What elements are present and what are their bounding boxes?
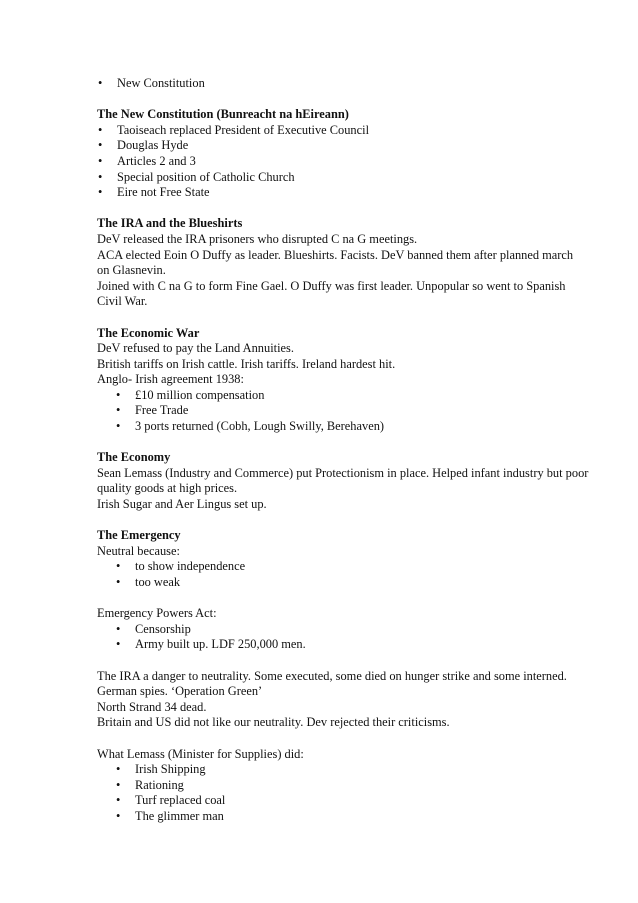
agreement-bullet-list <box>97 388 617 435</box>
bullet-icon: • <box>116 637 121 652</box>
list-item: • Douglas Hyde <box>98 138 189 153</box>
bullet-icon: • <box>98 169 103 184</box>
list-item: • New Constitution <box>98 76 205 90</box>
economic-war-section <box>97 326 617 435</box>
bullet-icon: • <box>116 419 121 434</box>
body-line: ACA elected Eoin O Duffy as leader. Blueshirts. Facists. DeV banned them after planned march <box>97 247 574 262</box>
bullet-icon: • <box>98 138 103 153</box>
body-line: DeV released the IRA prisoners who disrupted C na G meetings. <box>97 231 418 246</box>
list-item: • too weak <box>116 575 181 589</box>
body-line: quality goods at high prices. <box>97 481 238 496</box>
body-line: The IRA a danger to neutrality. Some executed, some died on hunger strike and some interned. <box>97 668 567 683</box>
list-item: • Turf replaced coal <box>116 793 226 808</box>
bullet-icon: • <box>116 387 121 402</box>
constitution-bullet-list <box>97 123 617 201</box>
bullet-icon: • <box>116 559 121 574</box>
list-item: • £10 million compensation <box>116 387 265 402</box>
emergency-section <box>97 528 617 824</box>
list-item: • Articles 2 and 3 <box>98 153 196 168</box>
list-item: • Army built up. LDF 250,000 men. <box>116 637 306 652</box>
bullet-icon: • <box>116 808 121 823</box>
spacer <box>97 591 617 607</box>
bullet-icon: • <box>98 153 103 168</box>
body-line: on Glasnevin. <box>97 263 166 278</box>
bullet-icon: • <box>98 76 103 90</box>
body-line: Britain and US did not like our neutrality. Dev rejected their criticisms. <box>97 715 450 730</box>
section-heading: The New Constitution (Bunreacht na hEireann) <box>97 107 349 122</box>
list-item: • Rationing <box>116 777 184 792</box>
body-line: Emergency Powers Act: <box>97 606 217 621</box>
body-line: DeV refused to pay the Land Annuities. <box>97 341 294 356</box>
body-line: Joined with C na G to form Fine Gael. O Duffy was first leader. Unpopular so went to Spanish <box>97 278 566 293</box>
bullet-icon: • <box>116 777 121 792</box>
bullet-icon: • <box>98 185 103 200</box>
neutral-bullet-list <box>97 559 617 590</box>
body-line: Civil War. <box>97 294 148 309</box>
lemass-bullet-list <box>97 762 617 824</box>
bullet-icon: • <box>116 403 121 418</box>
body-line: North Strand 34 dead. <box>97 699 207 714</box>
section-heading: The Economic War <box>97 325 200 340</box>
list-item: • Irish Shipping <box>116 762 206 777</box>
body-line: British tariffs on Irish cattle. Irish tariffs. Ireland hardest hit. <box>97 356 396 371</box>
body-line: Neutral because: <box>97 543 180 558</box>
list-item: • The glimmer man <box>116 808 224 823</box>
bullet-icon: • <box>98 122 103 137</box>
body-line: Sean Lemass (Industry and Commerce) put Protectionism in place. Helped infant industry but poor <box>97 465 589 480</box>
list-item: • Censorship <box>116 621 191 636</box>
spacer <box>97 731 617 747</box>
spacer <box>97 653 617 669</box>
bullet-icon: • <box>116 793 121 808</box>
body-line: German spies. ‘Operation Green’ <box>97 684 263 699</box>
intro-section <box>97 76 617 92</box>
intro-bullet-list <box>97 76 617 92</box>
list-item: • Special position of Catholic Church <box>98 169 295 184</box>
document-page <box>97 76 617 840</box>
list-item: • Eire not Free State <box>98 185 210 200</box>
body-line: What Lemass (Minister for Supplies) did: <box>97 746 304 761</box>
body-line: Irish Sugar and Aer Lingus set up. <box>97 497 267 512</box>
economy-section <box>97 450 617 512</box>
constitution-section <box>97 107 617 201</box>
ira-blueshirts-section <box>97 216 617 310</box>
body-line: Anglo- Irish agreement 1938: <box>97 372 244 387</box>
powers-bullet-list <box>97 622 617 653</box>
list-item: • Free Trade <box>116 403 189 418</box>
list-item: • 3 ports returned (Cobh, Lough Swilly, Berehaven) <box>116 419 385 434</box>
section-heading: The IRA and the Blueshirts <box>97 216 243 231</box>
section-heading: The Economy <box>97 450 171 465</box>
bullet-icon: • <box>116 575 121 589</box>
list-item: • Taoiseach replaced President of Executive Council <box>98 122 370 137</box>
bullet-icon: • <box>116 762 121 777</box>
list-item: • to show independence <box>116 559 246 574</box>
section-heading: The Emergency <box>97 528 181 543</box>
bullet-icon: • <box>116 621 121 636</box>
